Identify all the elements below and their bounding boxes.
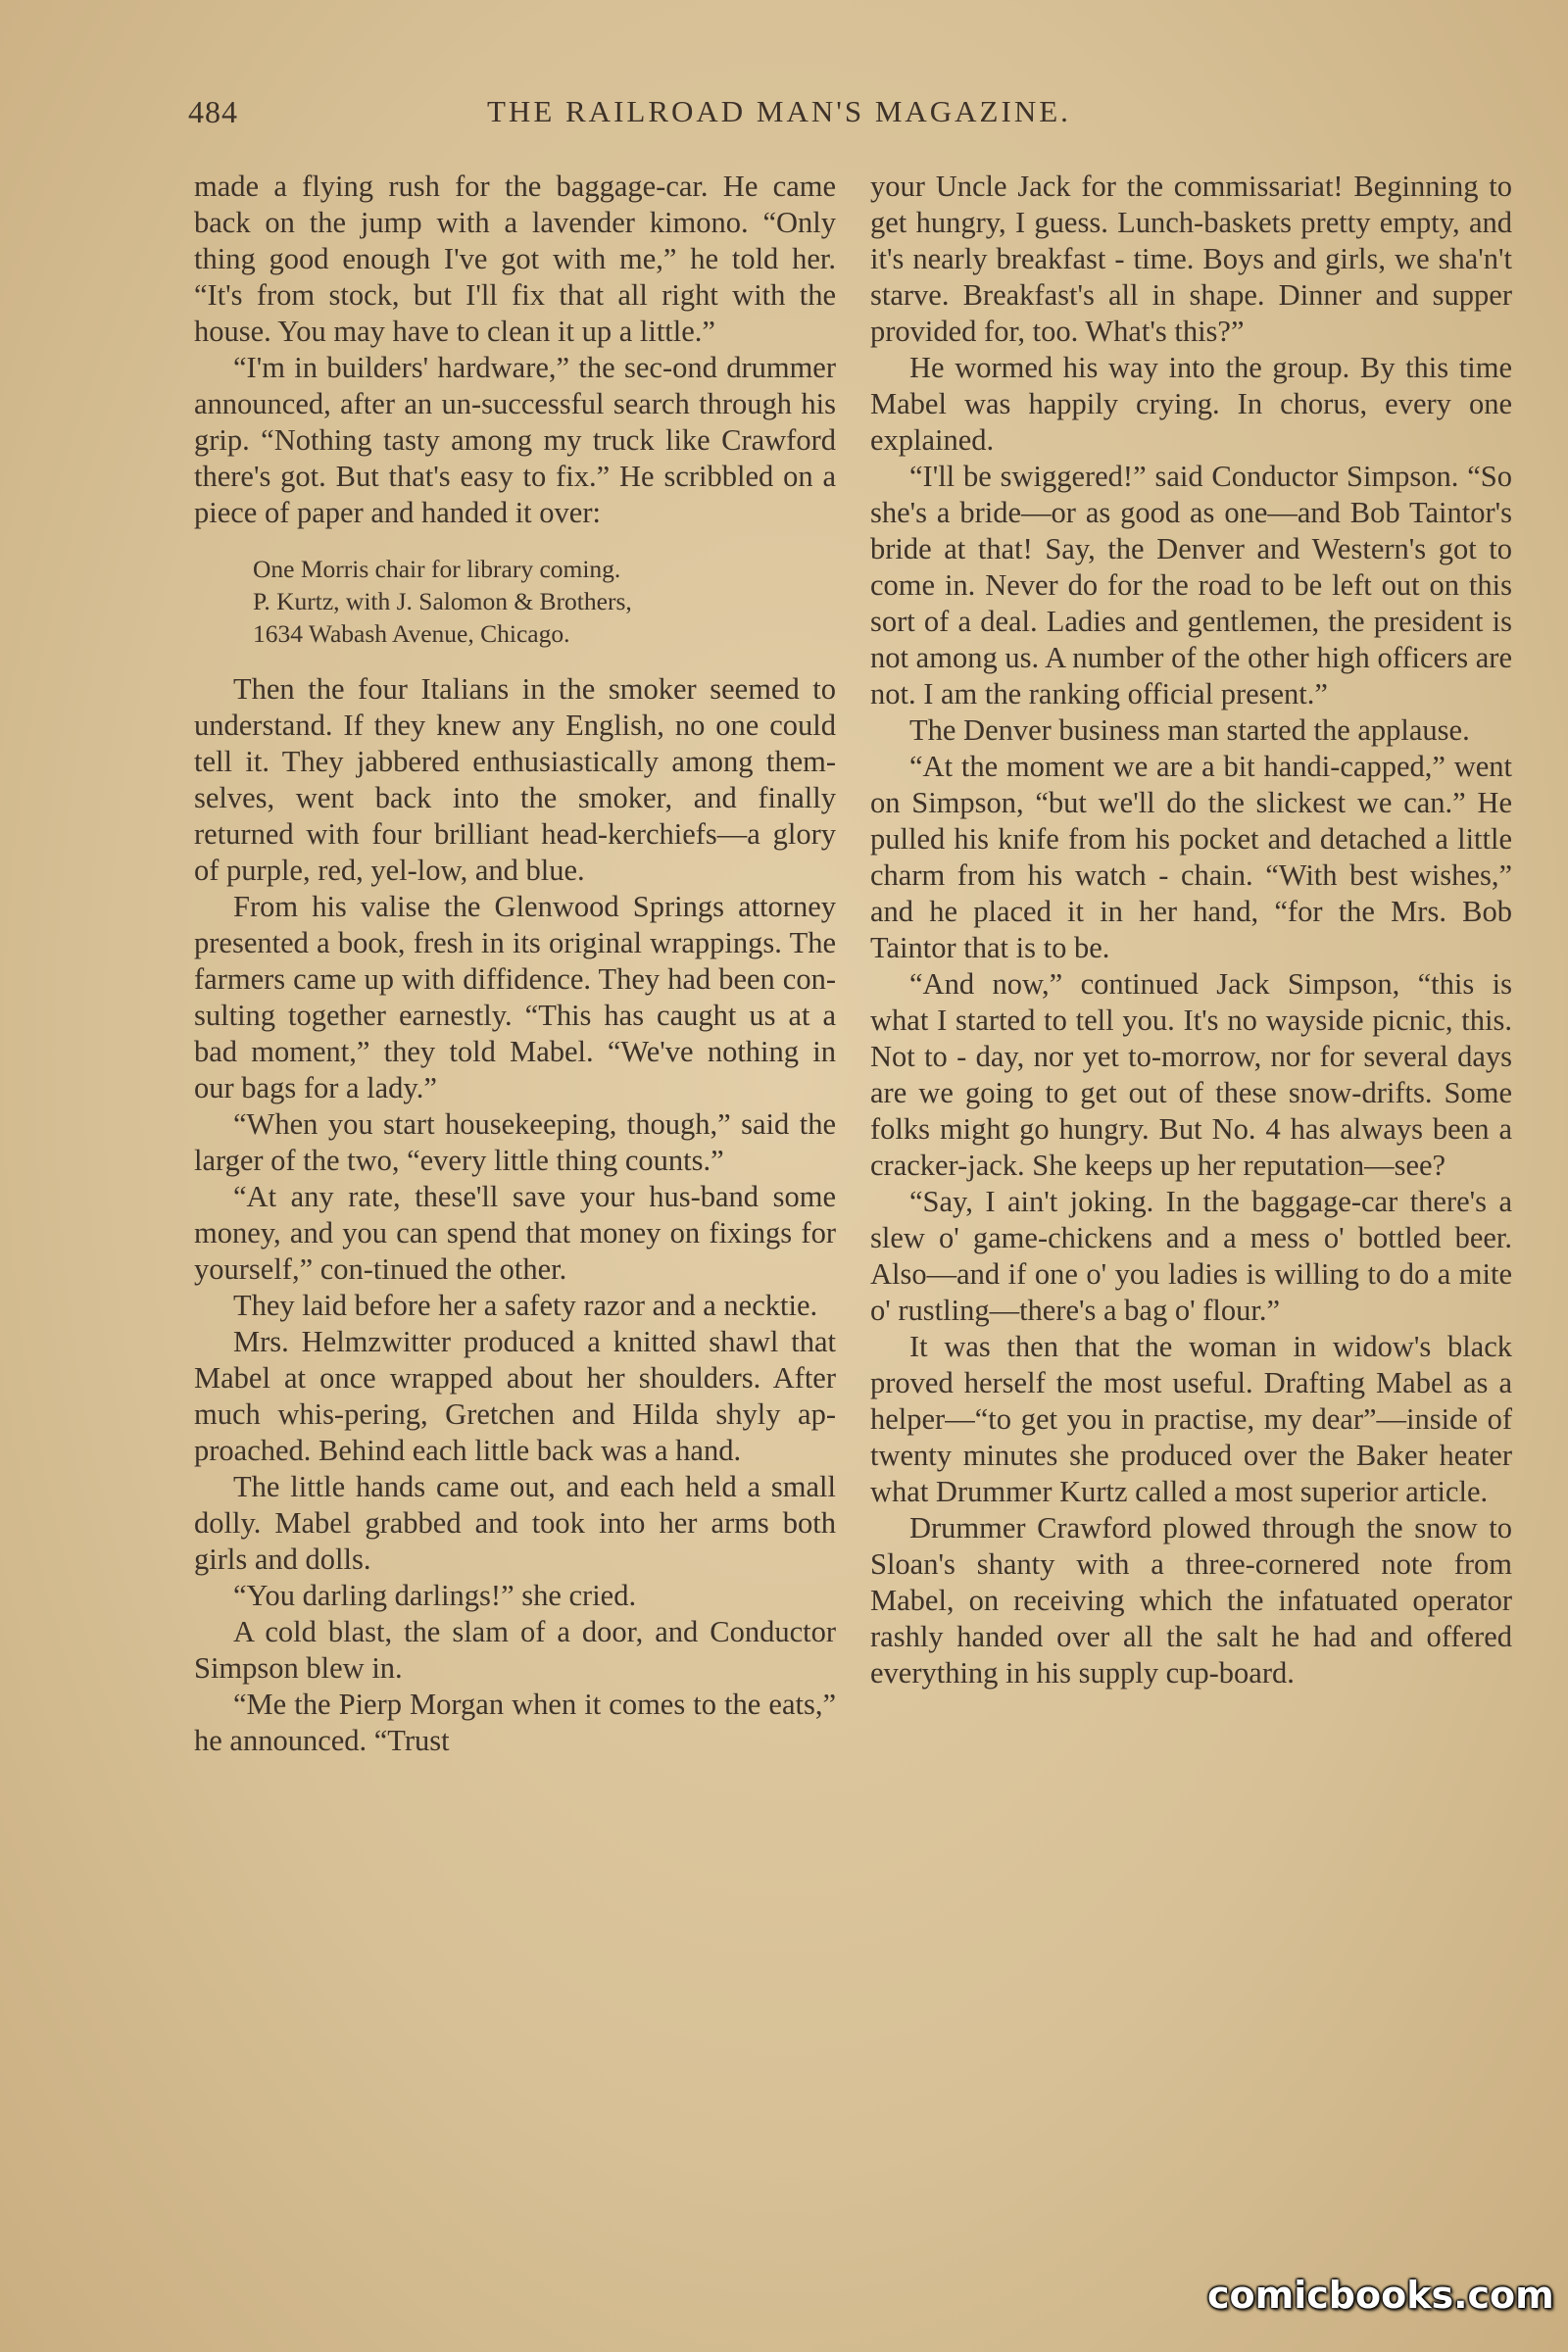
paragraph: The little hands came out, and each held a small dolly. Mabel grabbed and took into her arms both girls and dolls. (194, 1470, 836, 1576)
right-column (870, 169, 1512, 1691)
paragraph: “Me the Pierp Morgan when it comes to the eats,” he announced. “Trust (194, 1688, 836, 1757)
paragraph: Drummer Crawford plowed through the snow to Sloan's shanty with a three-cornered note from Mabel, on receiving which the infatuated operator rashly handed over all the salt he had and offered everything in his supply cup-board. (870, 1511, 1512, 1690)
running-head: THE RAILROAD MAN'S MAGAZINE. (487, 94, 1071, 128)
paragraph: made a flying rush for the baggage-car. He came back on the jump with a lavender kimono. “Only thing good enough I've got with me,” he told her. “It's from stock, but I'll fix that all right with the house. You may have to clean it up a little.” (194, 170, 836, 348)
paragraph: “I'll be swiggered!” said Conductor Simpson. “So she's a bride—or as good as one—and Bob Taintor's bride at that! Say, the Denver and Western's got to come in. Never do for the road to be left out on this sort of a deal. Ladies and gentlemen, the president is not among us. A number of the other high officers are not. I am the ranking official present.” (870, 460, 1512, 710)
paragraph: “At any rate, these'll save your hus-band some money, and you can spend that money on fixings for yourself,” con-tinued the other. (194, 1180, 836, 1286)
note-line: P. Kurtz, with J. Salomon & Brothers, (253, 587, 632, 615)
paragraph: “You darling darlings!” she cried. (233, 1579, 637, 1612)
paragraph: The Denver business man started the applause. (909, 713, 1470, 747)
paragraph: He wormed his way into the group. By this time Mabel was happily crying. In chorus, every one explained. (870, 351, 1512, 457)
paragraph: “I'm in builders' hardware,” the sec-ond drummer announced, after an un-successful search through his grip. “Nothing tasty among my truck like Crawford there's got. But that's easy to fix.” He scribbled on a piece of paper and handed it over: (194, 351, 836, 529)
note-line: 1634 Wabash Avenue, Chicago. (253, 619, 570, 648)
paragraph: A cold blast, the slam of a door, and Conductor Simpson blew in. (194, 1615, 836, 1685)
paragraph: They laid before her a safety razor and a necktie. (233, 1289, 818, 1322)
paragraph: “Say, I ain't joking. In the baggage-car there's a slew o' game-chickens and a mess o' bottled beer. Also—and if one o' you ladies is willing to do a mite o' rustling—there's a bag o' flour.” (870, 1185, 1512, 1327)
paragraph: “And now,” continued Jack Simpson, “this is what I started to tell you. It's no wayside picnic, this. Not to - day, nor yet to-morrow, nor for several days are we going to get out of these snow-drifts. Some folks might go hungry. But No. 4 has always been a cracker-jack. She keeps up her reputation—see? (870, 967, 1512, 1182)
paragraph: “At the moment we are a bit handi-capped,” went on Simpson, “but we'll do the slickest we can.” He pulled his knife from his pocket and detached a little charm from his watch - chain. “With best wishes,” and he placed it in her hand, “for the Mrs. Bob Taintor that is to be. (870, 750, 1512, 964)
paragraph: Mrs. Helmzwitter produced a knitted shawl that Mabel at once wrapped about her shoulders. After much whis-pering, Gretchen and Hilda shyly ap-proached. Behind each little back was a hand. (194, 1325, 836, 1467)
paragraph: From his valise the Glenwood Springs attorney presented a book, fresh in its original wrappings. The farmers came up with diffidence. They had been con-sulting together earnestly. “This has caught us at a bad moment,” they told Mabel. “We've nothing in our bags for a lady.” (194, 890, 836, 1104)
note-line: One Morris chair for library coming. (253, 555, 621, 583)
paragraph: Then the four Italians in the smoker seemed to understand. If they knew any English, no one could tell it. They jabbered enthusiastically among them-selves, went back into the smoker, and finally returned with four brilliant head-kerchiefs—a glory of purple, red, yel-low, and blue. (194, 672, 836, 887)
watermark: comicbooks.com (1207, 2274, 1554, 2317)
page-header (188, 94, 1511, 133)
paragraph: It was then that the woman in widow's black proved herself the most useful. Drafting Mabel as a helper—“to get you in practise, my dear”—inside of twenty minutes she produced over the Baker heater what Drummer Kurtz called a most superior article. (870, 1330, 1512, 1508)
paragraph: “When you start housekeeping, though,” said the larger of the two, “every little thing counts.” (194, 1107, 836, 1177)
left-column (194, 169, 836, 1759)
paragraph: your Uncle Jack for the commissariat! Beginning to get hungry, I guess. Lunch-baskets pretty empty, and it's nearly breakfast - time. Boys and girls, we sha'n't starve. Breakfast's all in shape. Dinner and supper provided for, too. What's this?” (870, 170, 1512, 348)
page-number: 484 (188, 94, 238, 129)
note-text (194, 553, 836, 650)
